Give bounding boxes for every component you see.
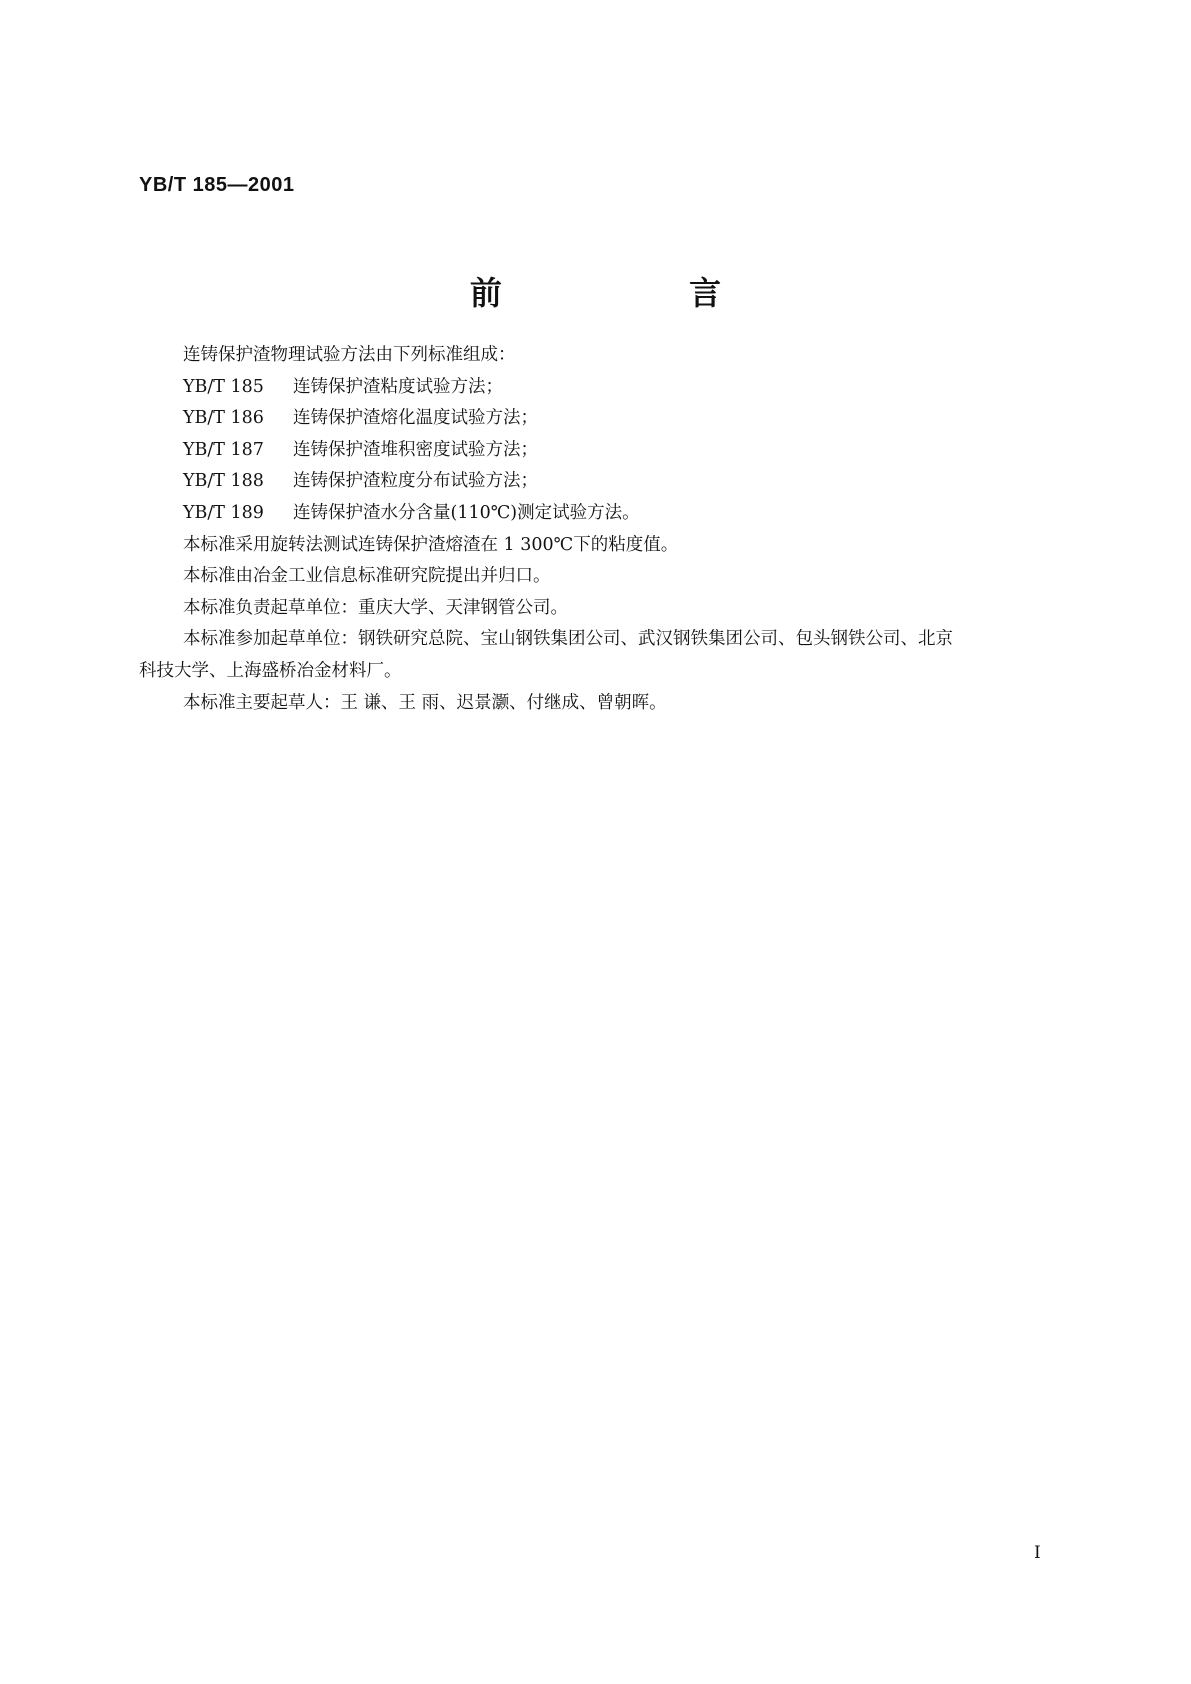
standard-code: YB/T 187 [183,439,264,460]
document-body [139,340,1059,719]
standard-item [139,498,1059,530]
standard-item [139,372,1059,404]
responsible-paragraph: 本标准负责起草单位：重庆大学、天津钢管公司。 [183,597,568,618]
page-title: 前 言 [469,274,810,312]
intro-line: 连铸保护渣物理试验方法由下列标准组成： [183,345,516,365]
standard-name: 连铸保护渣粘度试验方法； [293,376,503,397]
standard-code: YB/T 188 [183,471,264,492]
proposer-paragraph: 本标准由冶金工业信息标准研究院提出并归口。 [183,566,551,587]
standard-name: 连铸保护渣熔化温度试验方法； [293,408,538,429]
drafters-paragraph: 本标准主要起草人：王 谦、王 雨、迟景灏、付继成、曾朝晖。 [183,692,667,713]
standard-code: YB/T 186 [183,408,264,429]
document-code: YB/T 185—2001 [139,174,295,196]
method-paragraph: 本标准采用旋转法测试连铸保护渣熔渣在 1 300℃下的粘度值。 [183,534,679,555]
participants-paragraph-line2: 科技大学、上海盛桥冶金材料厂。 [139,660,402,681]
standard-item [139,466,1059,498]
standard-item [139,403,1059,435]
standard-name: 连铸保护渣粒度分布试验方法； [293,471,538,492]
standard-item [139,435,1059,467]
standard-name: 连铸保护渣水分含量(110℃)测定试验方法。 [293,502,640,523]
page-number: I [1034,1543,1041,1563]
standard-code: YB/T 189 [183,502,264,523]
standard-name: 连铸保护渣堆积密度试验方法； [293,439,538,460]
standard-code: YB/T 185 [183,376,264,397]
participants-paragraph-line1: 本标准参加起草单位：钢铁研究总院、宝山钢铁集团公司、武汉钢铁集团公司、包头钢铁公司、北京 [183,629,953,650]
